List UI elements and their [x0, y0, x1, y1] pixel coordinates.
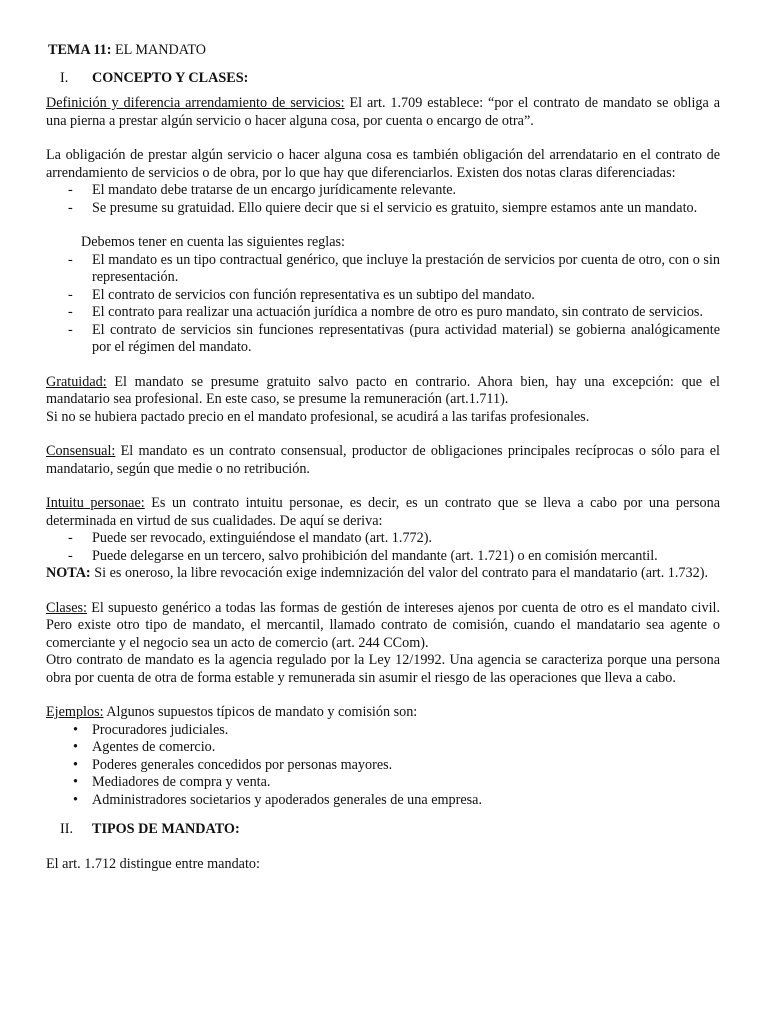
list-item: • Agentes de comercio. [73, 739, 216, 755]
nota-label: NOTA: [46, 565, 91, 581]
list-item: - El mandato debe tratarse de un encargo jurídicamente relevante. [68, 182, 457, 198]
document-page [46, 42, 720, 873]
title-text: EL MANDATO [111, 42, 207, 58]
section-number: II. [60, 821, 73, 837]
paragraph-definicion: Definición y diferencia arrendamiento de servicios: El art. 1.709 establece: “por el contrato de mandato se obliga a una pierna a prestar algún servicio o hacer alguna cosa, por cuenta o encargo de otra”. [46, 95, 721, 129]
term-intuitu: Intuitu personae: [46, 495, 145, 511]
list-item: - Puede delegarse en un tercero, salvo prohibición del mandante (art. 1.721) o en comisión mercantil. [68, 547, 658, 564]
list-reglas [46, 252, 720, 357]
paragraph-obligacion: La obligación de prestar algún servicio o hacer alguna cosa es también obligación del arrendatario en el contrato de arrendamiento de servicios o de obra, por lo que hay que diferenciarlos. Existen dos notas claras diferenciadas: [46, 147, 720, 181]
paragraph-ejemplos: Ejemplos: Algunos supuestos típicos de mandato y comisión son: [46, 704, 418, 720]
list-item: • Procuradores judiciales. [73, 721, 229, 738]
term-definicion: Definición y diferencia arrendamiento de servicios: [46, 95, 345, 111]
list-item: • Mediadores de compra y venta. [73, 774, 271, 790]
section-label: TIPOS DE MANDATO: [92, 821, 240, 837]
list-item: - El contrato para realizar una actuación jurídica a nombre de otro es puro mandato, sin contrato de servicios. [68, 304, 704, 320]
title-prefix: TEMA 11: [48, 42, 112, 58]
paragraph-art1712: El art. 1.712 distingue entre mandato: [46, 855, 260, 872]
term-consensual: Consensual: [46, 443, 116, 459]
list-ejemplos [46, 722, 720, 810]
list-item: - Se presume su gratuidad. Ello quiere decir que si el servicio es gratuito, siempre estamos ante un mandato. [68, 199, 698, 216]
list-item: - El mandato es un tipo contractual genérico, que incluye la prestación de servicios por cuenta de otro, con o sin representación. [68, 251, 720, 285]
section-heading-1 [46, 70, 720, 88]
paragraph-consensual: Consensual: El mandato es un contrato consensual, productor de obligaciones principales recíprocas o sólo para el mandatario, según que medie o no retribución. [46, 443, 720, 477]
list-item: • Administradores societarios y apoderados generales de una empresa. [73, 791, 483, 808]
section-number: I. [60, 69, 69, 86]
list-item: • Poderes generales concedidos por personas mayores. [73, 756, 393, 773]
paragraph-nota: NOTA: Si es oneroso, la libre revocación exige indemnización del valor del contrato para el mandatario (art. 1.732). [46, 565, 708, 581]
paragraph-clases-2: Otro contrato de mandato es la agencia regulado por la Ley 12/1992. Una agencia se caracteriza porque una persona obra por cuenta de otra de forma estable y remunerada sin asumir el riesgo de las operaciones que lleva a cabo. [46, 652, 720, 686]
paragraph-gratuidad: Gratuidad: El mandato se presume gratuito salvo pacto en contrario. Ahora bien, hay una excepción: que el mandatario sea profesional. En este caso, se presume la remuneración (art.1.711). [46, 373, 720, 407]
list-intuitu [46, 530, 720, 565]
term-ejemplos: Ejemplos: [46, 704, 104, 720]
paragraph-clases: Clases: El supuesto genérico a todas las formas de gestión de intereses ajenos por cuenta de otro es el mandato civil. Pero existe otro tipo de mandato, el mercantil, llamado contrato de comisión, cuando el mandatario sea agente o comerciante y el negocio sea un acto de comercio (art. 244 CCom). [46, 599, 720, 651]
section-label: CONCEPTO Y CLASES: [92, 69, 249, 86]
term-clases: Clases: [46, 599, 87, 616]
list-item: - El contrato de servicios sin funciones representativas (pura actividad material) se gobierna analógicamente por el régimen del mandato. [68, 321, 720, 355]
list-notas [46, 182, 720, 217]
paragraph-reglas-intro: Debemos tener en cuenta las siguientes reglas: [81, 234, 345, 250]
paragraph-gratuidad-2: Si no se hubiera pactado precio en el mandato profesional, se acudirá a las tarifas profesionales. [46, 408, 590, 425]
paragraph-intuitu: Intuitu personae: Es un contrato intuitu personae, es decir, es un contrato que se lleva a cabo por una persona determinada en virtud de sus cualidades. De aquí se deriva: [46, 495, 720, 529]
document-title [48, 42, 720, 60]
list-item: - El contrato de servicios con función representativa es un subtipo del mandato. [68, 286, 535, 303]
term-gratuidad: Gratuidad: [46, 373, 107, 390]
section-heading-2 [46, 821, 720, 839]
list-item: - Puede ser revocado, extinguiéndose el mandato (art. 1.772). [68, 530, 432, 546]
